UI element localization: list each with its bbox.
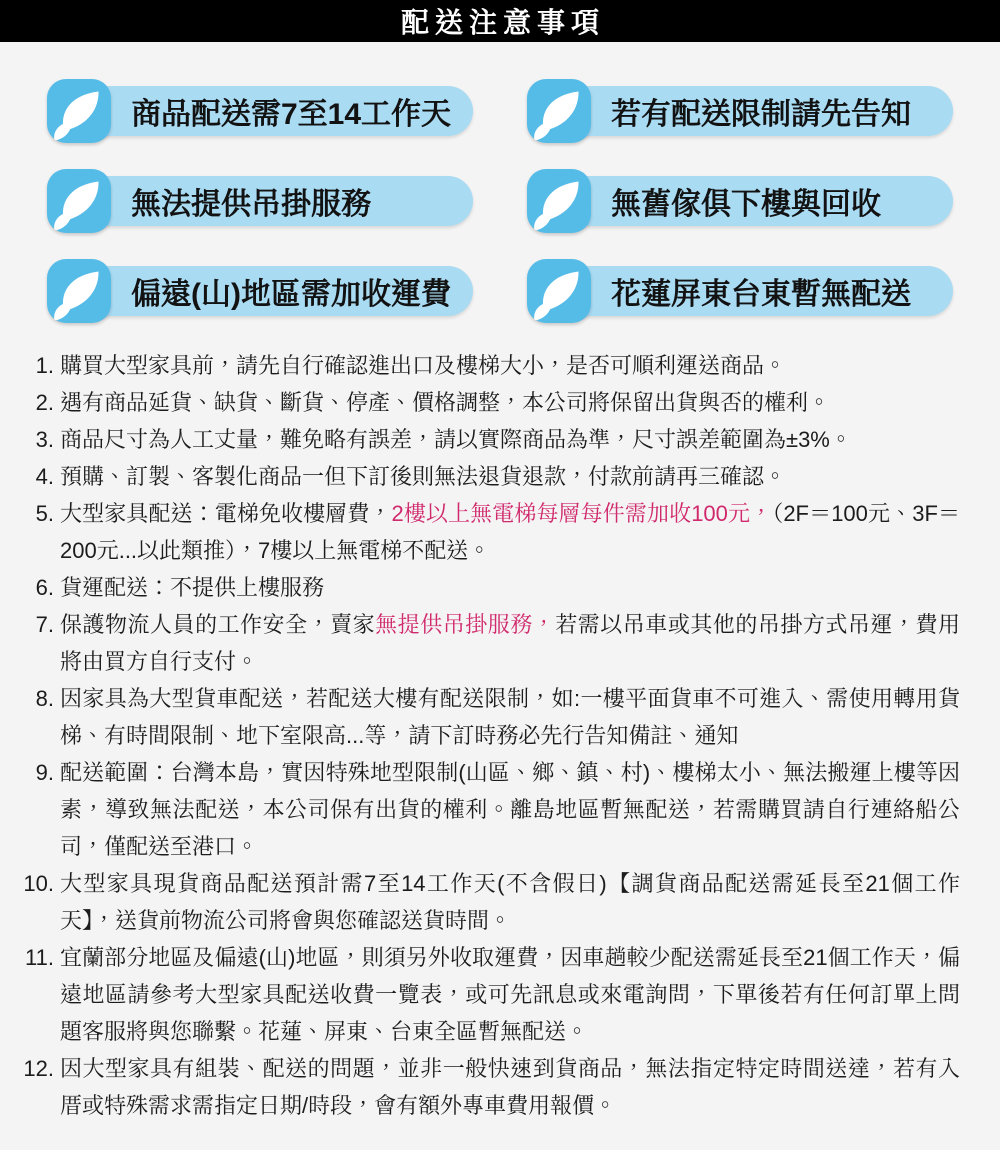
badge-label: 無法提供吊掛服務 <box>131 188 371 221</box>
note-number: 5. <box>35 501 54 526</box>
leaf-icon <box>527 259 591 323</box>
badge-remote-area-fee <box>47 259 473 323</box>
leaf-icon <box>47 79 111 143</box>
badge-grid <box>0 42 1000 323</box>
note-item-9 <box>20 754 976 865</box>
note-item-10 <box>20 865 976 939</box>
note-item-6 <box>20 569 976 606</box>
leaf-icon <box>47 259 111 323</box>
leaf-icon <box>527 79 591 143</box>
badge-delivery-limit-notice <box>527 79 953 143</box>
note-text: 因家具為大型貨車配送，若配送大樓有配送限制，如:一樓平面貨車不可進入、需使用轉用貨梯、有時間限制、地下室限高...等，請下訂時務必先行告知備註、通知 <box>60 686 960 748</box>
note-number: 4. <box>35 464 54 489</box>
note-text-segment: 若需以吊車或其他的吊掛方式吊運，費用將由買方自行支付。 <box>60 612 960 674</box>
note-item-8 <box>20 680 976 754</box>
badge-delivery-days <box>47 79 473 143</box>
note-item-5 <box>20 495 976 569</box>
note-number: 8. <box>35 686 54 711</box>
badge-label: 無舊傢俱下樓與回收 <box>611 188 881 221</box>
note-highlight: 無提供吊掛服務， <box>375 612 556 637</box>
note-text: 配送範圍：台灣本島，實因特殊地型限制(山區、鄉、鎮、村)、樓梯太小、無法搬運上樓等因素，導致無法配送，本公司保有出貨的權利。離島地區暫無配送，若需購買請自行連絡船公司，僅配送至港口。 <box>60 760 960 859</box>
badge-label: 花蓮屏東台東暫無配送 <box>611 278 911 311</box>
note-text: 預購、訂製、客製化商品一但下訂後則無法退貨退款，付款前請再三確認。 <box>60 464 787 489</box>
note-text: 購買大型家具前，請先自行確認進出口及樓梯大小，是否可順利運送商品。 <box>60 353 787 378</box>
note-number: 3. <box>35 427 54 452</box>
note-number: 7. <box>35 612 54 637</box>
notes-list <box>20 347 976 1124</box>
note-text: 貨運配送：不提供上樓服務 <box>60 575 325 600</box>
page-title: 配送注意事項 <box>400 7 605 38</box>
page-header <box>0 0 1000 42</box>
note-number: 11. <box>25 945 54 970</box>
badge-label: 商品配送需7至14工作天 <box>131 98 452 131</box>
note-text: 大型家具現貨商品配送預計需7至14工作天(不含假日)【調貨商品配送需延長至21個工作天】，送貨前物流公司將會與您確認送貨時間。 <box>60 871 960 933</box>
badge-label: 若有配送限制請先告知 <box>611 98 911 131</box>
note-item-4 <box>20 458 976 495</box>
note-item-3 <box>20 421 976 458</box>
note-item-1 <box>20 347 976 384</box>
note-text: 商品尺寸為人工丈量，難免略有誤差，請以實際商品為準，尺寸誤差範圍為±3%。 <box>60 427 852 452</box>
note-item-12 <box>20 1050 976 1124</box>
note-number: 6. <box>35 575 54 600</box>
note-number: 12. <box>23 1056 54 1081</box>
note-number: 1. <box>35 353 54 378</box>
note-text: 因大型家具有組裝、配送的問題，並非一般快速到貨商品，無法指定特定時間送達，若有入厝或特殊需求需指定日期/時段，會有額外專車費用報價。 <box>60 1056 960 1118</box>
note-item-7 <box>20 606 976 680</box>
note-text: 宜蘭部分地區及偏遠(山)地區，則須另外收取運費，因車趟較少配送需延長至21個工作天，偏遠地區請參考大型家具配送收費一覽表，或可先訊息或來電詢問，下單後若有任何訂單上問題客服將與您聯繫。花蓮、屏東、台東全區暫無配送。 <box>60 945 960 1044</box>
badge-label: 偏遠(山)地區需加收運費 <box>131 278 451 311</box>
note-text-segment: （2F＝100元、3F＝200元...以此類推），7樓以上無電梯不配送。 <box>60 501 960 563</box>
note-number: 10. <box>23 871 54 896</box>
note-item-2 <box>20 384 976 421</box>
note-text-segment: 大型家具配送：電梯免收樓層費， <box>60 501 392 526</box>
note-text <box>60 495 960 569</box>
badge-no-delivery-hualien-pingtung-taitung <box>527 259 953 323</box>
note-number: 2. <box>35 390 54 415</box>
note-text-segment: 保護物流人員的工作安全，賣家 <box>60 612 376 637</box>
badge-no-hoisting-service <box>47 169 473 233</box>
leaf-icon <box>527 169 591 233</box>
note-highlight: 2樓以上無電梯每層每件需加收100元， <box>391 501 773 526</box>
badge-no-furniture-removal <box>527 169 953 233</box>
note-number: 9. <box>35 760 54 785</box>
note-text <box>60 606 960 680</box>
leaf-icon <box>47 169 111 233</box>
note-text: 遇有商品延貨、缺貨、斷貨、停產、價格調整，本公司將保留出貨與否的權利。 <box>60 390 831 415</box>
note-item-11 <box>20 939 976 1050</box>
